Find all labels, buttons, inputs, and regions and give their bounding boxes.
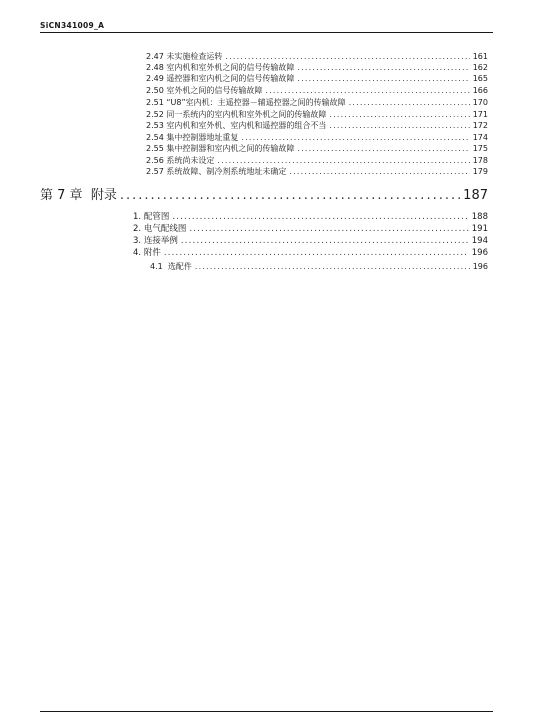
toc-entry-title: 系统尚未设定 [166,156,215,165]
toc-subitem-title: 选配件 [167,262,192,271]
toc-item-title: 电气配线图 [143,224,187,234]
toc-entry-title: 未实施检查运转 [166,52,223,61]
chapter-label: 第 7 章 [40,188,83,203]
toc-entry-title: 集中控制器和室内机之间的传输故障 [166,144,295,153]
toc-entry-page: 171 [472,110,488,119]
toc-entry-title: 系统故障、制冷剂系统地址未确定 [166,167,287,176]
toc-entry-number: 2.57 [146,167,164,176]
toc-entry-title: 室内机和室外机、室内机和遥控器的组合不当 [166,121,327,130]
toc-item-number: 2. [133,224,142,234]
toc-entry[interactable] [146,97,488,108]
toc-item-page: 194 [471,236,488,246]
toc-entry-page: 174 [472,133,488,142]
toc-subitem[interactable] [150,261,488,272]
chapter-title: 附录 [90,188,117,203]
leader-dots [181,236,469,247]
leader-dots [172,212,468,223]
toc-item-number: 3. [133,236,142,246]
chapter-heading[interactable] [40,188,488,204]
toc-entry[interactable] [146,109,488,120]
leader-dots [289,166,469,177]
toc-entry-page: 170 [472,98,488,107]
footer-rule [40,711,493,712]
toc-entry[interactable] [146,73,488,84]
toc-entry-page: 161 [472,52,488,61]
toc-item-title: 配管图 [143,212,170,222]
leader-dots [297,143,469,154]
toc-subitem-number: 4.1 [150,262,163,271]
toc-entry-number: 2.55 [146,144,164,153]
leader-dots [120,188,460,204]
toc-entry-number: 2.50 [146,86,164,95]
toc-item-title: 附件 [143,248,161,258]
toc-entry-title: 室内机和室外机之间的信号传输故障 [166,63,295,72]
toc-item-page: 191 [471,224,488,234]
toc-item[interactable] [133,236,488,247]
toc-entry-page: 166 [472,86,488,95]
leader-dots [195,261,470,272]
leader-dots [349,97,470,108]
leader-dots [225,51,469,62]
leader-dots [217,155,469,166]
leader-dots [164,248,469,259]
toc-entry-page: 179 [472,167,488,176]
toc-item[interactable] [133,212,488,223]
toc-item-number: 1. [133,212,142,222]
document-code: SiCN341009_A [40,21,105,30]
leader-dots [297,73,469,84]
toc-entry-number: 2.54 [146,133,164,142]
toc-item-page: 196 [471,248,488,258]
toc-entry-number: 2.53 [146,121,164,130]
toc-item-page: 188 [471,212,488,222]
toc-entry-number: 2.51 [146,98,164,107]
toc-entry-page: 162 [472,63,488,72]
chapter-page: 187 [463,188,488,203]
toc-entry[interactable] [146,51,488,62]
leader-dots [329,120,469,131]
toc-entry-title: 集中控制器地址重复 [166,133,239,142]
toc-item-number: 4. [133,248,142,258]
header-rule [40,32,493,33]
toc-entry-number: 2.48 [146,63,164,72]
toc-item[interactable] [133,224,488,235]
toc-entry-number: 2.49 [146,74,164,83]
toc-item[interactable] [133,248,488,259]
toc-entry[interactable] [146,85,488,96]
leader-dots [265,85,469,96]
toc-entry[interactable] [146,166,488,177]
toc-entry-page: 178 [472,156,488,165]
toc-entry-page: 172 [472,121,488,130]
toc-entry-number: 2.52 [146,110,164,119]
toc-entry-number: 2.47 [146,52,164,61]
toc-entry[interactable] [146,132,488,143]
leader-dots [189,224,468,235]
toc-entry[interactable] [146,155,488,166]
toc-entry-title: 同一系统内的室内机和室外机之间的传输故障 [166,110,327,119]
toc-entry-title: 室外机之间的信号传输故障 [166,86,263,95]
toc-entry-title: “U8”室内机：主遥控器－辅遥控器之间的传输故障 [166,98,346,107]
toc-entry[interactable] [146,120,488,131]
leader-dots [241,132,469,143]
toc-item-title: 连接举例 [143,236,178,246]
leader-dots [329,109,469,120]
toc-entry-number: 2.56 [146,156,164,165]
toc-subitem-page: 196 [472,262,488,271]
toc-entry-page: 175 [472,144,488,153]
toc-entry-page: 165 [472,74,488,83]
toc-entry[interactable] [146,62,488,73]
toc-entry-title: 遥控器和室内机之间的信号传输故障 [166,74,295,83]
leader-dots [297,62,469,73]
toc-entry[interactable] [146,143,488,154]
